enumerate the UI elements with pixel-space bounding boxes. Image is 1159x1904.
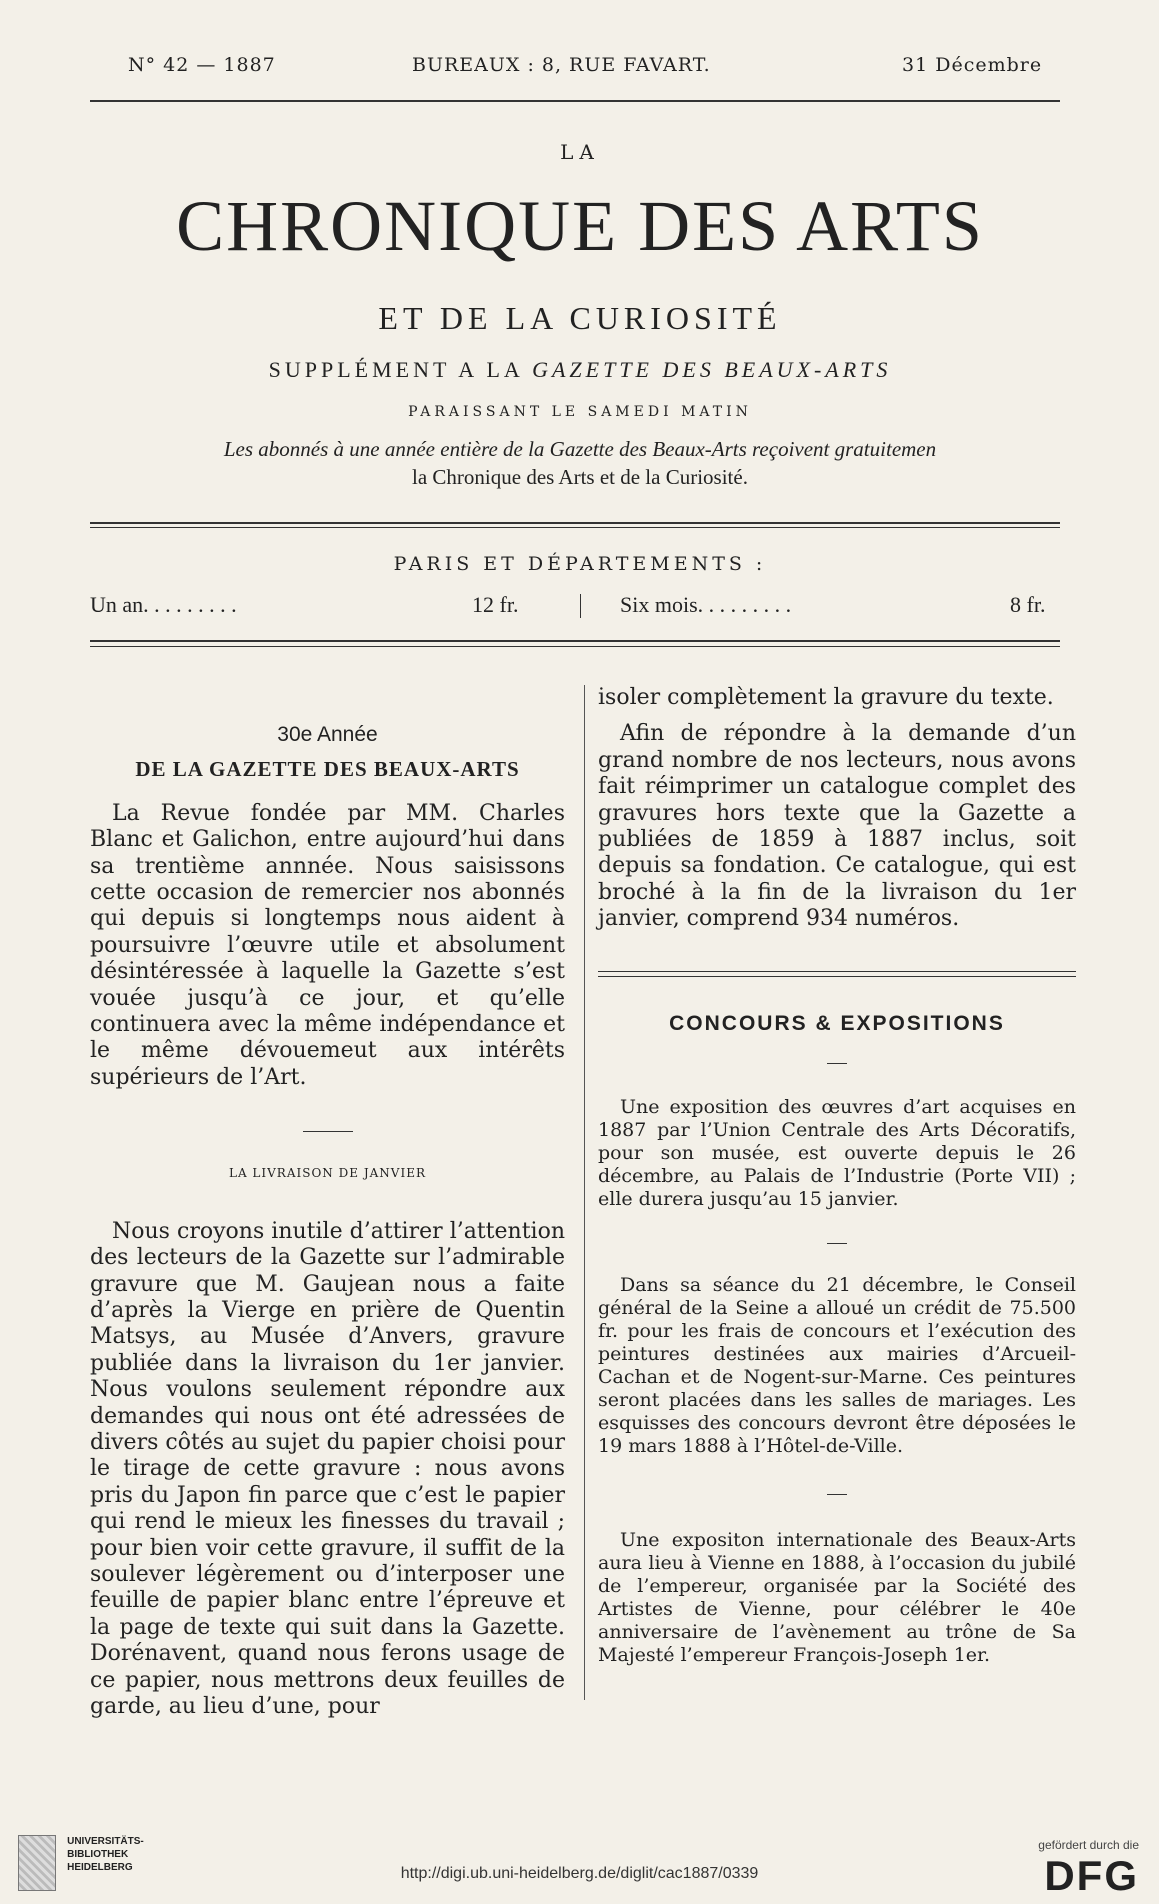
vienne-exposition-item: Une expositon internationale des Beaux-Arts aura lieu à Vienne en 1888, à l’occasion du jubilé de l’empereur, organisée par la Société des Artistes de Vienne, pour célébrer le 40e anniversaire de l’avènement au trône de Sa Majesté l’empereur François-Joseph 1er. bbox=[598, 1529, 1076, 1667]
concours-rule-1 bbox=[598, 971, 1076, 972]
item-dash-2 bbox=[827, 1494, 847, 1495]
footer-bar bbox=[0, 1820, 1159, 1904]
livraison-paragraph: Nous croyons inutile d’attirer l’attention des lecteurs de la Gazette sur l’admirable gravure que M. Gaujean nous a faite d’après la Vierge en prière de Quentin Matsys, au Musée d’Anvers, gravure publiée dans la livraison du 1er janvier. Nous voulons seulement répondre aux demandes qui nous ont été adressées de divers côtés au sujet du papier choisi pour le tirage de cette gravure : nous avons pris du Japon fin parce que c’est le papier qui rend le mieux les finesses du travail ; pour bien voir cette gravure, il suffit de la soulever légèrement ou d’interposer une feuille de papier blanc entre l’épreuve et la page de texte qui suit dans la Gazette. Dorénavent, quand nous ferons usage de ce papier, nous mettrons deux feuilles de garde, au lieu d’une, pour bbox=[90, 1218, 565, 1719]
bureaux-address: BUREAUX : 8, RUE FAVART. bbox=[412, 54, 711, 76]
dfg-text: DFG bbox=[1044, 1852, 1139, 1899]
dfg-logo bbox=[1038, 1838, 1139, 1900]
library-line-2: BIBLIOTHEK bbox=[67, 1849, 129, 1860]
pricing-rule-2 bbox=[90, 646, 1060, 647]
conseil-general-item: Dans sa séance du 21 décembre, le Conseil général de la Seine a alloué un crédit de 75.500 fr. pour les frais de concours et l’exécution des peintures destinées aux mairies d’Arcueil-Cachan et de Nogent-sur-Marne. Ces peintures seront placées dans les salles de mariages. Les esquisses des concours devront être déposées le 19 mars 1888 à l’Hôtel-de-Ville. bbox=[598, 1274, 1076, 1458]
continuation-paragraph: isoler complètement la gravure du texte. bbox=[598, 685, 1054, 710]
funded-by-text: gefördert durch die bbox=[1038, 1838, 1139, 1852]
masthead-title: CHRONIQUE DES ARTS bbox=[176, 186, 984, 266]
concours-dash bbox=[827, 1063, 847, 1064]
concours-heading: CONCOURS & EXPOSITIONS bbox=[669, 1011, 1005, 1035]
price-year: 12 fr. bbox=[472, 592, 519, 617]
issue-number: N° 42 — 1887 bbox=[128, 54, 276, 76]
supplement-gazette: GAZETTE DES BEAUX-ARTS bbox=[532, 357, 892, 382]
concours-rule-2 bbox=[598, 976, 1076, 977]
masthead-la: LA bbox=[560, 140, 600, 164]
price-six: 8 fr. bbox=[1010, 592, 1046, 617]
pricing-rule-1 bbox=[90, 640, 1060, 642]
supplement-line bbox=[60, 357, 1100, 383]
supplement-prefix: SUPPLÉMENT A LA bbox=[268, 357, 523, 382]
pricing-region: PARIS ET DÉPARTEMENTS : bbox=[393, 553, 767, 575]
masthead-rule-2 bbox=[90, 527, 1060, 528]
masthead-subtitle: ET DE LA CURIOSITÉ bbox=[378, 300, 782, 336]
column-divider bbox=[584, 685, 585, 1700]
library-line-3: HEIDELBERG bbox=[67, 1862, 133, 1873]
source-url[interactable]: http://digi.ub.uni-heidelberg.de/diglit/cac1887/0339 bbox=[400, 1865, 759, 1882]
livraison-heading: LA LIVRAISON DE JANVIER bbox=[228, 1166, 426, 1181]
issue-date: 31 Décembre bbox=[902, 54, 1043, 76]
library-line-1: UNIVERSITÄTS- bbox=[67, 1836, 144, 1847]
abonnes-line-1: Les abonnés à une année entière de la Gazette des Beaux-Arts reçoivent gratuitemen bbox=[223, 437, 937, 461]
annee-heading: 30e Année bbox=[277, 723, 378, 746]
catalogue-paragraph: Afin de répondre à la demande d’un grand nombre de nos lecteurs, nous avons fait réimprimer un catalogue complet des gravures hors texte que la Gazette a publiées de 1859 à 1887 inclus, soit depuis sa fondation. Ce catalogue, qui est broché à la fin de la livraison du 1er janvier, comprend 934 numéros. bbox=[598, 721, 1076, 932]
left-column bbox=[90, 722, 565, 1720]
anniversary-paragraph: La Revue fondée par MM. Charles Blanc et Galichon, entre aujourd’hui dans sa trentième annnée. Nous saisissons cette occasion de remercier nos abonnés qui depuis si longtemps nous aident à poursuivre l’œuvre utile et absolument désintéressée à laquelle la Gazette s’est vouée jusqu’à ce jour, et qu’elle continuera avec la même indépendance et le même dévouemeut aux intérêts supérieurs de l’Art. bbox=[90, 800, 565, 1090]
abonnes-line-2: la Chronique des Arts et de la Curiosité. bbox=[412, 465, 748, 489]
gazette-heading: DE LA GAZETTE DES BEAUX-ARTS bbox=[135, 757, 520, 782]
section-dash bbox=[303, 1131, 353, 1132]
item-dash-1 bbox=[827, 1243, 847, 1244]
header-rule bbox=[90, 100, 1060, 102]
price-year-label: Un an. . . . . . . . . bbox=[90, 592, 237, 617]
abonnes-note bbox=[60, 435, 1100, 491]
exposition-union-centrale: Une exposition des œuvres d’art acquises en 1887 par l’Union Centrale des Arts Décoratifs, pour son musée, est ouverte depuis le 26 décembre, au Palais de l’Industrie (Porte VII) ; elle durera jusqu’au 15 janvier. bbox=[598, 1096, 1076, 1211]
right-column bbox=[598, 685, 1076, 1667]
masthead-rule-1 bbox=[90, 522, 1060, 524]
price-divider bbox=[580, 594, 581, 618]
price-six-label: Six mois. . . . . . . . . bbox=[620, 592, 792, 617]
paraissant-line: PARAISSANT LE SAMEDI MATIN bbox=[408, 404, 752, 420]
